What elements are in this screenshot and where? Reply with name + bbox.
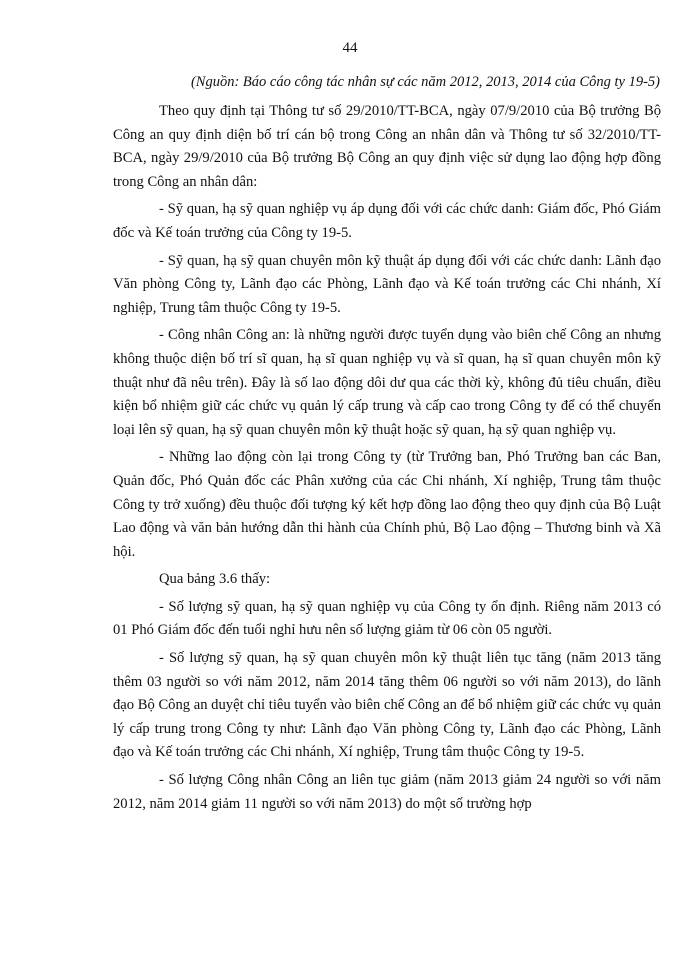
paragraph: - Những lao động còn lại trong Công ty (từ Trưởng ban, Phó Trưởng ban các Ban, Quản đốc, Phó Quản đốc các Phân xưởng của các Chi nhánh, Xí nghiệp, Trung tâm thuộc Công ty trở xuống) đều thuộc đối tượng ký kết hợp đồng lao động theo quy định của Bộ Luật Lao động và văn bản hướng dẫn thi hành của Chính phủ, Bộ Lao động – Thương binh và Xã hội. [113,449,661,560]
body-text [113,100,661,820]
paragraph: Qua bảng 3.6 thấy: [159,571,271,588]
paragraph: - Sỹ quan, hạ sỹ quan chuyên môn kỹ thuật áp dụng đối với các chức danh: Lãnh đạo Văn phòng Công ty, Lãnh đạo các Phòng, Lãnh đạo và Kế toán trưởng các Chi nhánh, Xí nghiệp, Trung tâm thuộc Công ty 19-5. [113,252,661,316]
paragraph: - Số lượng sỹ quan, hạ sỹ quan chuyên môn kỹ thuật liên tục tăng (năm 2013 tăng thêm 03 người so với năm 2012, năm 2014 tăng thêm 06 người so với năm 2013), do lãnh đạo Bộ Công an duyệt chỉ tiêu tuyển vào biên chế Công an để bổ nhiệm giữ các chức vụ quản lý cấp trung trong Công ty như: Lãnh đạo Văn phòng Công ty, Lãnh đạo các Phòng, Lãnh đạo và Kế toán trưởng các Chi nhánh, Xí nghiệp, Trung tâm thuộc Công ty 19-5. [113,650,661,761]
paragraph: - Sỹ quan, hạ sỹ quan nghiệp vụ áp dụng đối với các chức danh: Giám đốc, Phó Giám đốc và Kế toán trưởng của Công ty 19-5. [113,201,661,241]
page-number: 44 [342,40,358,56]
paragraph: Theo quy định tại Thông tư số 29/2010/TT-BCA, ngày 07/9/2010 của Bộ trưởng Bộ Công an quy định diện bố trí cán bộ trong Công an nhân dân và Thông tư số 32/2010/TT-BCA, ngày 29/9/2010 của Bộ trưởng Bộ Công an quy định việc sử dụng lao động hợp đồng trong Công an nhân dân: [113,103,661,190]
source-note: (Nguồn: Báo cáo công tác nhân sự các năm 2012, 2013, 2014 của Công ty 19-5) [190,74,660,90]
paragraph: - Số lượng Công nhân Công an liên tục giảm (năm 2013 giảm 24 người so với năm 2012, năm 2014 giảm 11 người so với năm 2013) do một số trường hợp [113,772,661,812]
paragraph: - Số lượng sỹ quan, hạ sỹ quan nghiệp vụ của Công ty ổn định. Riêng năm 2013 có 01 Phó Giám đốc đến tuổi nghỉ hưu nên số lượng giảm từ 06 còn 05 người. [113,598,661,639]
paragraph: - Công nhân Công an: là những người được tuyển dụng vào biên chế Công an nhưng không thuộc diện bố trí sĩ quan, hạ sĩ quan nghiệp vụ và sĩ quan, hạ sĩ quan chuyên môn kỹ thuật như đã nêu trên). Đây là số lao động dôi dư qua các thời kỳ, không đủ tiêu chuẩn, điều kiện bổ nhiệm giữ các chức vụ quản lý cấp trung và cấp cao trong Công ty để có thể chuyển loại lên sỹ quan, hạ sỹ quan chuyên môn kỹ thuật hoặc sỹ quan, hạ sỹ quan nghiệp vụ. [113,327,661,438]
